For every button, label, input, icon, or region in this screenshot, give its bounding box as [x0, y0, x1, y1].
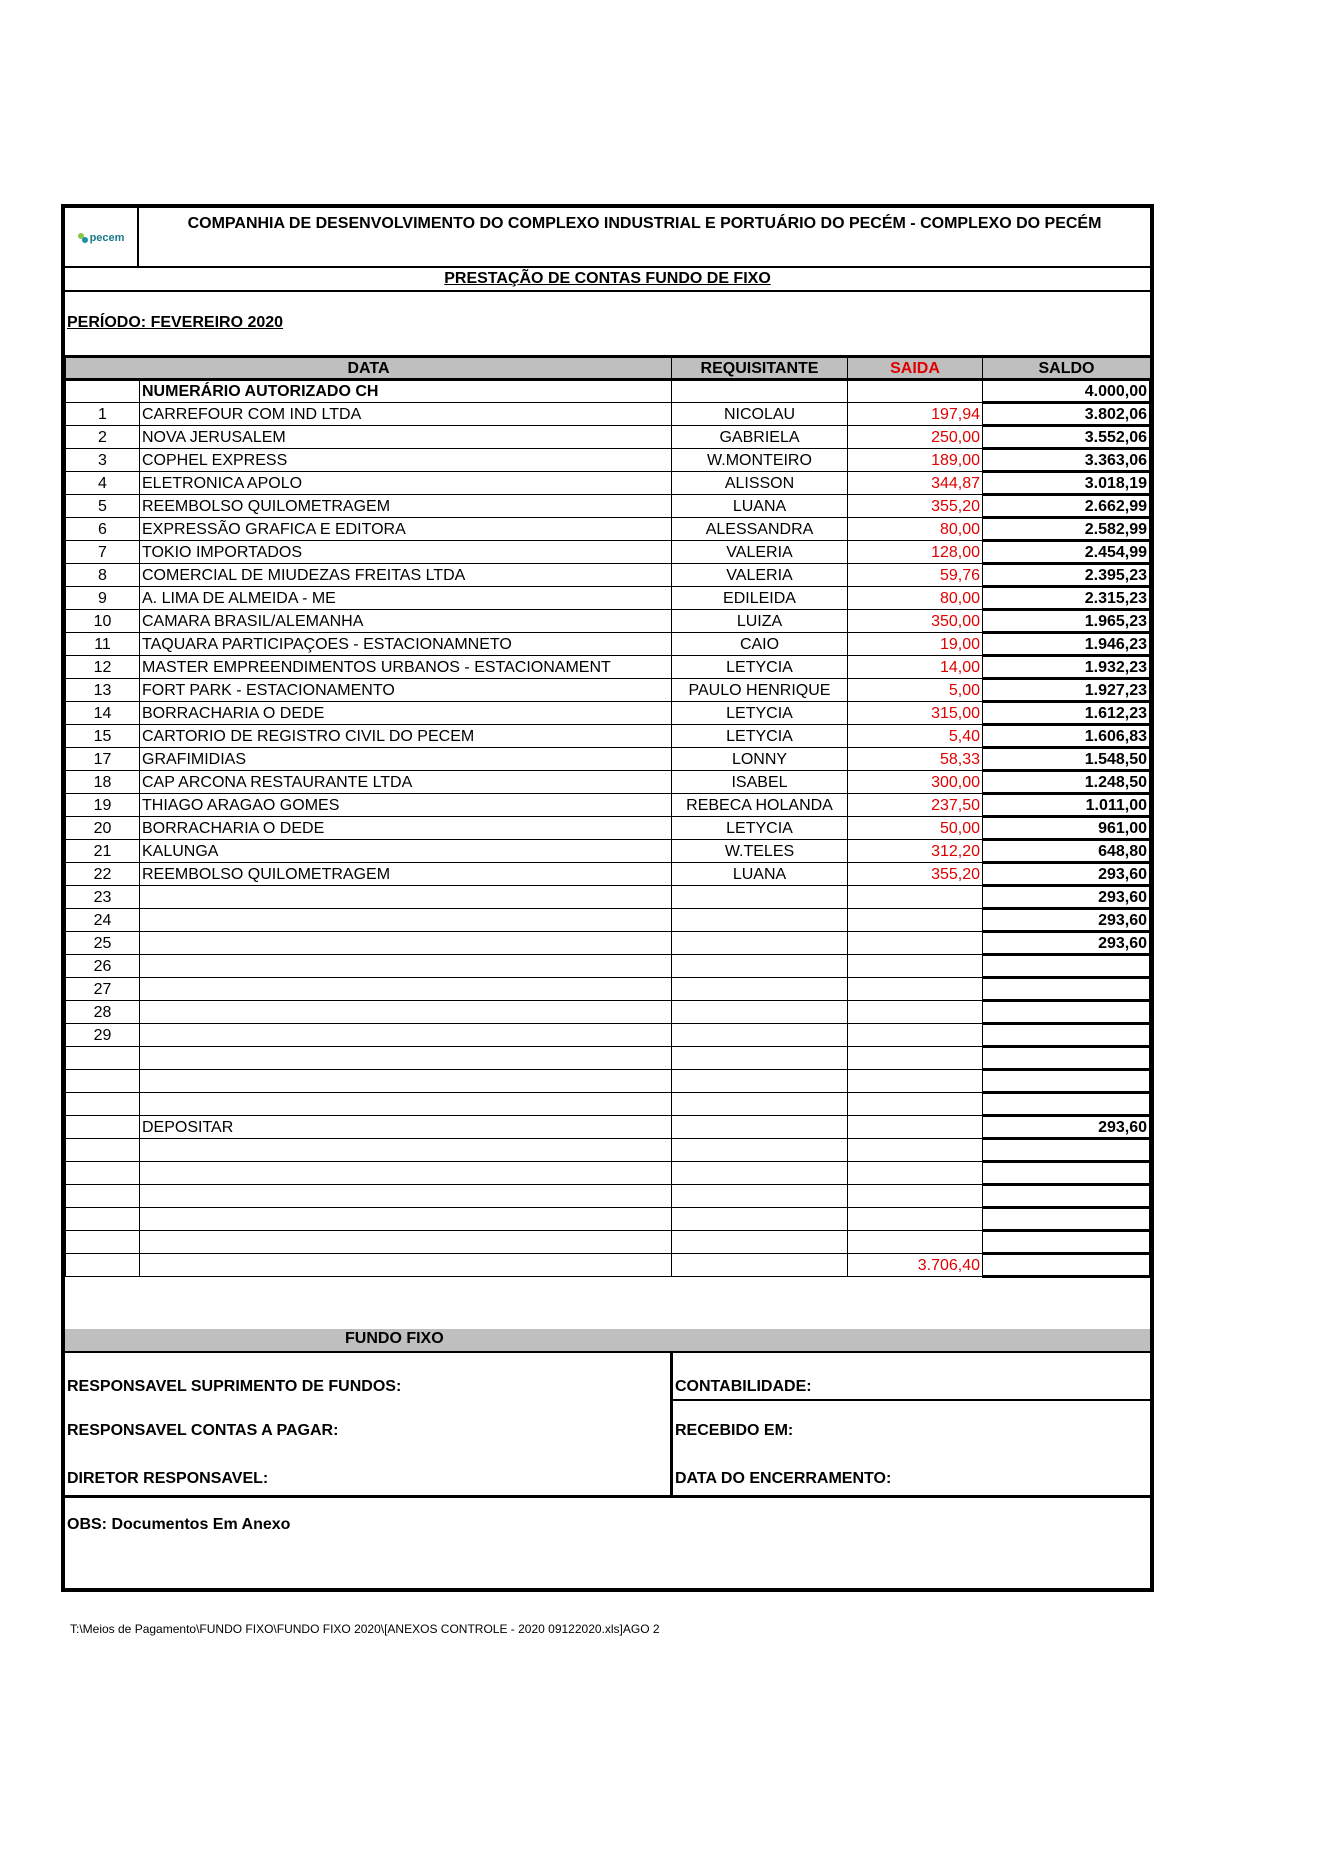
- table-row: [66, 1254, 1151, 1277]
- row-saldo: 1.011,00: [983, 794, 1151, 817]
- divider: [65, 290, 1150, 292]
- row-saldo: [983, 1208, 1151, 1231]
- row-saida: 14,00: [848, 656, 983, 679]
- row-number: 23: [66, 886, 140, 909]
- row-saldo: [983, 1185, 1151, 1208]
- row-requisitante: [672, 1185, 848, 1208]
- table-row: [66, 863, 1151, 886]
- row-saldo: [983, 1024, 1151, 1047]
- row-description: [140, 909, 672, 932]
- row-description: REEMBOLSO QUILOMETRAGEM: [140, 863, 672, 886]
- row-saida: [848, 932, 983, 955]
- obs-note: OBS: Documentos Em Anexo: [67, 1516, 291, 1533]
- row-requisitante: EDILEIDA: [672, 587, 848, 610]
- row-description: [140, 1093, 672, 1116]
- row-number: [66, 1139, 140, 1162]
- row-requisitante: [672, 1139, 848, 1162]
- row-requisitante: [672, 1070, 848, 1093]
- row-saldo: 1.927,23: [983, 679, 1151, 702]
- row-saida: [848, 1001, 983, 1024]
- table-row: [66, 1208, 1151, 1231]
- row-saldo: 4.000,00: [983, 380, 1151, 403]
- row-requisitante: [672, 886, 848, 909]
- row-saida: [848, 1185, 983, 1208]
- row-requisitante: [672, 1162, 848, 1185]
- file-path-footer: T:\Meios de Pagamento\FUNDO FIXO\FUNDO FIXO 2020\[ANEXOS CONTROLE - 2020 09122020.xls]AGO 2: [70, 1622, 660, 1636]
- row-number: 28: [66, 1001, 140, 1024]
- row-requisitante: [672, 1024, 848, 1047]
- row-saldo: 961,00: [983, 817, 1151, 840]
- row-requisitante: VALERIA: [672, 564, 848, 587]
- row-number: [66, 1047, 140, 1070]
- table-row: [66, 978, 1151, 1001]
- row-saldo: 293,60: [983, 886, 1151, 909]
- row-description: COPHEL EXPRESS: [140, 449, 672, 472]
- row-number: 1: [66, 403, 140, 426]
- pecem-logo-icon: [78, 233, 88, 243]
- row-requisitante: [672, 1254, 848, 1277]
- row-saldo: 3.802,06: [983, 403, 1151, 426]
- row-number: [66, 1116, 140, 1139]
- row-number: 19: [66, 794, 140, 817]
- row-saldo: 293,60: [983, 909, 1151, 932]
- row-saida: 58,33: [848, 748, 983, 771]
- table-row: [66, 702, 1151, 725]
- row-saldo: 1.612,23: [983, 702, 1151, 725]
- row-description: [140, 955, 672, 978]
- blank-area: [65, 1283, 1150, 1331]
- row-saida: [848, 955, 983, 978]
- row-saldo: [983, 978, 1151, 1001]
- row-description: FORT PARK - ESTACIONAMENTO: [140, 679, 672, 702]
- opening-row: [66, 380, 1151, 403]
- header-requisitante: REQUISITANTE: [672, 357, 848, 380]
- row-number: 12: [66, 656, 140, 679]
- table-row: [66, 449, 1151, 472]
- row-saldo: 293,60: [983, 932, 1151, 955]
- row-requisitante: [672, 1001, 848, 1024]
- signature-encerramento: DATA DO ENCERRAMENTO:: [675, 1470, 892, 1487]
- row-number: 10: [66, 610, 140, 633]
- row-saldo: 3.552,06: [983, 426, 1151, 449]
- row-number: 8: [66, 564, 140, 587]
- row-number: 13: [66, 679, 140, 702]
- table-row: [66, 1047, 1151, 1070]
- row-saldo: 1.932,23: [983, 656, 1151, 679]
- row-description: CAMARA BRASIL/ALEMANHA: [140, 610, 672, 633]
- row-saldo: 2.454,99: [983, 541, 1151, 564]
- row-saida: 355,20: [848, 495, 983, 518]
- table-row: [66, 1231, 1151, 1254]
- row-saida: [848, 1024, 983, 1047]
- table-row: [66, 1070, 1151, 1093]
- row-number: 6: [66, 518, 140, 541]
- row-description: DEPOSITAR: [140, 1116, 672, 1139]
- row-saldo: 1.606,83: [983, 725, 1151, 748]
- row-saldo: 1.548,50: [983, 748, 1151, 771]
- row-description: [140, 1070, 672, 1093]
- signature-divider: [670, 1351, 673, 1497]
- row-number: [66, 1254, 140, 1277]
- row-description: [140, 1047, 672, 1070]
- table-row: [66, 1185, 1151, 1208]
- company-name: COMPANHIA DE DESENVOLVIMENTO DO COMPLEXO INDUSTRIAL E PORTUÁRIO DO PECÉM - COMPLEXO DO PECÉM: [187, 215, 1102, 232]
- row-requisitante: [672, 932, 848, 955]
- row-description: KALUNGA: [140, 840, 672, 863]
- row-saida: [848, 1139, 983, 1162]
- header-data: DATA: [66, 357, 672, 380]
- row-saida: 128,00: [848, 541, 983, 564]
- form-sheet: [61, 204, 1154, 1592]
- row-saida: 19,00: [848, 633, 983, 656]
- row-description: [140, 1185, 672, 1208]
- row-saida: 300,00: [848, 771, 983, 794]
- row-requisitante: LETYCIA: [672, 702, 848, 725]
- row-saida: 350,00: [848, 610, 983, 633]
- row-number: 26: [66, 955, 140, 978]
- row-saida: 197,94: [848, 403, 983, 426]
- table-row: [66, 794, 1151, 817]
- row-saida: 250,00: [848, 426, 983, 449]
- row-requisitante: ALESSANDRA: [672, 518, 848, 541]
- row-saldo: 293,60: [983, 863, 1151, 886]
- row-number: 9: [66, 587, 140, 610]
- row-saida: 3.706,40: [848, 1254, 983, 1277]
- row-saldo: [983, 1070, 1151, 1093]
- row-saida: [848, 1231, 983, 1254]
- row-number: [66, 1162, 140, 1185]
- row-number: 7: [66, 541, 140, 564]
- row-number: 20: [66, 817, 140, 840]
- table-row: [66, 610, 1151, 633]
- table-row: [66, 748, 1151, 771]
- row-saida: [848, 886, 983, 909]
- table-row: [66, 564, 1151, 587]
- row-number: 15: [66, 725, 140, 748]
- periodo-label: PERÍODO: FEVEREIRO 2020: [67, 314, 284, 331]
- row-requisitante: VALERIA: [672, 541, 848, 564]
- row-saldo: [983, 1093, 1151, 1116]
- row-requisitante: CAIO: [672, 633, 848, 656]
- row-number: [66, 1093, 140, 1116]
- row-requisitante: [672, 1231, 848, 1254]
- row-description: CARREFOUR COM IND LTDA: [140, 403, 672, 426]
- row-saldo: 2.662,99: [983, 495, 1151, 518]
- row-saida: [848, 1116, 983, 1139]
- row-requisitante: LETYCIA: [672, 656, 848, 679]
- row-description: CAP ARCONA RESTAURANTE LTDA: [140, 771, 672, 794]
- row-requisitante: [672, 1047, 848, 1070]
- row-saida: 189,00: [848, 449, 983, 472]
- row-saldo: [983, 1139, 1151, 1162]
- table-row: [66, 587, 1151, 610]
- row-saida: 80,00: [848, 518, 983, 541]
- row-description: BORRACHARIA O DEDE: [140, 702, 672, 725]
- row-number: 5: [66, 495, 140, 518]
- row-number: 27: [66, 978, 140, 1001]
- row-saldo: 2.395,23: [983, 564, 1151, 587]
- row-saida: 80,00: [848, 587, 983, 610]
- row-number: 3: [66, 449, 140, 472]
- row-description: [140, 978, 672, 1001]
- row-requisitante: ISABEL: [672, 771, 848, 794]
- row-number: [66, 380, 140, 403]
- row-saida: [848, 1093, 983, 1116]
- row-description: [140, 932, 672, 955]
- table-row: [66, 541, 1151, 564]
- row-saida: 312,20: [848, 840, 983, 863]
- table-row: [66, 771, 1151, 794]
- row-saida: [848, 1208, 983, 1231]
- row-requisitante: [672, 1093, 848, 1116]
- row-requisitante: [672, 1116, 848, 1139]
- row-number: 21: [66, 840, 140, 863]
- row-saida: [848, 1047, 983, 1070]
- expense-table: [65, 355, 1152, 1278]
- row-requisitante: NICOLAU: [672, 403, 848, 426]
- table-row: [66, 1093, 1151, 1116]
- row-saida: 5,40: [848, 725, 983, 748]
- row-number: [66, 1070, 140, 1093]
- row-saida: 355,20: [848, 863, 983, 886]
- row-saldo: 2.315,23: [983, 587, 1151, 610]
- row-number: 24: [66, 909, 140, 932]
- row-description: [140, 1024, 672, 1047]
- row-saldo: [983, 1047, 1151, 1070]
- table-row: [66, 1162, 1151, 1185]
- row-saida: 315,00: [848, 702, 983, 725]
- row-description: [140, 1139, 672, 1162]
- row-saida: 50,00: [848, 817, 983, 840]
- signature-contas-pagar: RESPONSAVEL CONTAS A PAGAR:: [67, 1422, 339, 1439]
- row-requisitante: [672, 955, 848, 978]
- row-requisitante: [672, 978, 848, 1001]
- row-description: GRAFIMIDIAS: [140, 748, 672, 771]
- row-saldo: [983, 955, 1151, 978]
- row-number: 22: [66, 863, 140, 886]
- row-requisitante: [672, 380, 848, 403]
- row-description: [140, 1254, 672, 1277]
- table-row: [66, 1001, 1151, 1024]
- row-saida: [848, 1070, 983, 1093]
- pecem-logo: [78, 232, 125, 244]
- table-row: [66, 679, 1151, 702]
- row-saldo: [983, 1254, 1151, 1277]
- row-requisitante: W.MONTEIRO: [672, 449, 848, 472]
- table-row: [66, 633, 1151, 656]
- logo-cell: [65, 208, 139, 268]
- row-requisitante: LUANA: [672, 863, 848, 886]
- row-number: 2: [66, 426, 140, 449]
- row-number: 18: [66, 771, 140, 794]
- row-requisitante: W.TELES: [672, 840, 848, 863]
- row-saldo: [983, 1001, 1151, 1024]
- row-description: THIAGO ARAGAO GOMES: [140, 794, 672, 817]
- table-header-row: [66, 357, 1151, 380]
- table-row: [66, 1139, 1151, 1162]
- row-number: 14: [66, 702, 140, 725]
- row-number: 25: [66, 932, 140, 955]
- signature-recebido: RECEBIDO EM:: [675, 1422, 794, 1439]
- row-description: EXPRESSÃO GRAFICA E EDITORA: [140, 518, 672, 541]
- table-row: [66, 955, 1151, 978]
- row-description: [140, 1208, 672, 1231]
- row-saida: [848, 978, 983, 1001]
- row-description: ELETRONICA APOLO: [140, 472, 672, 495]
- row-saldo: 2.582,99: [983, 518, 1151, 541]
- row-saldo: 3.363,06: [983, 449, 1151, 472]
- row-description: REEMBOLSO QUILOMETRAGEM: [140, 495, 672, 518]
- row-requisitante: [672, 909, 848, 932]
- row-saldo: 293,60: [983, 1116, 1151, 1139]
- row-number: 4: [66, 472, 140, 495]
- row-description: [140, 1162, 672, 1185]
- row-saida: 59,76: [848, 564, 983, 587]
- row-requisitante: LETYCIA: [672, 725, 848, 748]
- row-saldo: 1.248,50: [983, 771, 1151, 794]
- row-number: [66, 1231, 140, 1254]
- row-description: [140, 1001, 672, 1024]
- row-number: [66, 1185, 140, 1208]
- row-number: 11: [66, 633, 140, 656]
- signature-diretor: DIRETOR RESPONSAVEL:: [67, 1470, 269, 1487]
- row-saida: 344,87: [848, 472, 983, 495]
- row-saida: 5,00: [848, 679, 983, 702]
- row-saldo: 1.946,23: [983, 633, 1151, 656]
- table-row: [66, 495, 1151, 518]
- row-requisitante: REBECA HOLANDA: [672, 794, 848, 817]
- row-requisitante: PAULO HENRIQUE: [672, 679, 848, 702]
- signature-contabilidade: CONTABILIDADE:: [675, 1378, 812, 1395]
- row-saldo: 1.965,23: [983, 610, 1151, 633]
- table-row: [66, 518, 1151, 541]
- row-requisitante: ALISSON: [672, 472, 848, 495]
- row-description: [140, 886, 672, 909]
- table-row: [66, 725, 1151, 748]
- header-saida: SAIDA: [848, 357, 983, 380]
- row-saldo: 648,80: [983, 840, 1151, 863]
- header-saldo: SALDO: [983, 357, 1151, 380]
- row-requisitante: LUANA: [672, 495, 848, 518]
- row-requisitante: LONNY: [672, 748, 848, 771]
- row-description: MASTER EMPREENDIMENTOS URBANOS - ESTACIONAMENT: [140, 656, 672, 679]
- row-description: TAQUARA PARTICIPAÇOES - ESTACIONAMNETO: [140, 633, 672, 656]
- table-row: [66, 840, 1151, 863]
- divider: [671, 1399, 1150, 1401]
- form-title: PRESTAÇÃO DE CONTAS FUNDO DE FIXO: [444, 270, 771, 287]
- row-description: [140, 1231, 672, 1254]
- table-row: [66, 1024, 1151, 1047]
- row-description: CARTORIO DE REGISTRO CIVIL DO PECEM: [140, 725, 672, 748]
- row-description: BORRACHARIA O DEDE: [140, 817, 672, 840]
- table-row: [66, 403, 1151, 426]
- table-row: [66, 817, 1151, 840]
- logo-text: pecem: [89, 232, 125, 244]
- table-row: [66, 886, 1151, 909]
- table-row: [66, 909, 1151, 932]
- row-description: A. LIMA DE ALMEIDA - ME: [140, 587, 672, 610]
- fundo-fixo-label: FUNDO FIXO: [345, 1330, 444, 1347]
- fundo-fixo-bar: [65, 1329, 1150, 1353]
- table-row: [66, 656, 1151, 679]
- row-requisitante: LETYCIA: [672, 817, 848, 840]
- row-saida: [848, 1162, 983, 1185]
- signature-suprimento: RESPONSAVEL SUPRIMENTO DE FUNDOS:: [67, 1378, 402, 1395]
- table-row: [66, 932, 1151, 955]
- row-saldo: 3.018,19: [983, 472, 1151, 495]
- table-row: [66, 426, 1151, 449]
- row-saldo: [983, 1162, 1151, 1185]
- row-number: 17: [66, 748, 140, 771]
- row-saida: [848, 380, 983, 403]
- row-requisitante: [672, 1208, 848, 1231]
- row-saida: 237,50: [848, 794, 983, 817]
- row-requisitante: LUIZA: [672, 610, 848, 633]
- row-description: COMERCIAL DE MIUDEZAS FREITAS LTDA: [140, 564, 672, 587]
- row-requisitante: GABRIELA: [672, 426, 848, 449]
- table-row: [66, 472, 1151, 495]
- row-description: TOKIO IMPORTADOS: [140, 541, 672, 564]
- row-saldo: [983, 1231, 1151, 1254]
- table-row: [66, 1116, 1151, 1139]
- row-number: 29: [66, 1024, 140, 1047]
- row-description: NUMERÁRIO AUTORIZADO CH: [140, 380, 672, 403]
- row-description: NOVA JERUSALEM: [140, 426, 672, 449]
- divider: [65, 1495, 1150, 1498]
- row-number: [66, 1208, 140, 1231]
- row-saida: [848, 909, 983, 932]
